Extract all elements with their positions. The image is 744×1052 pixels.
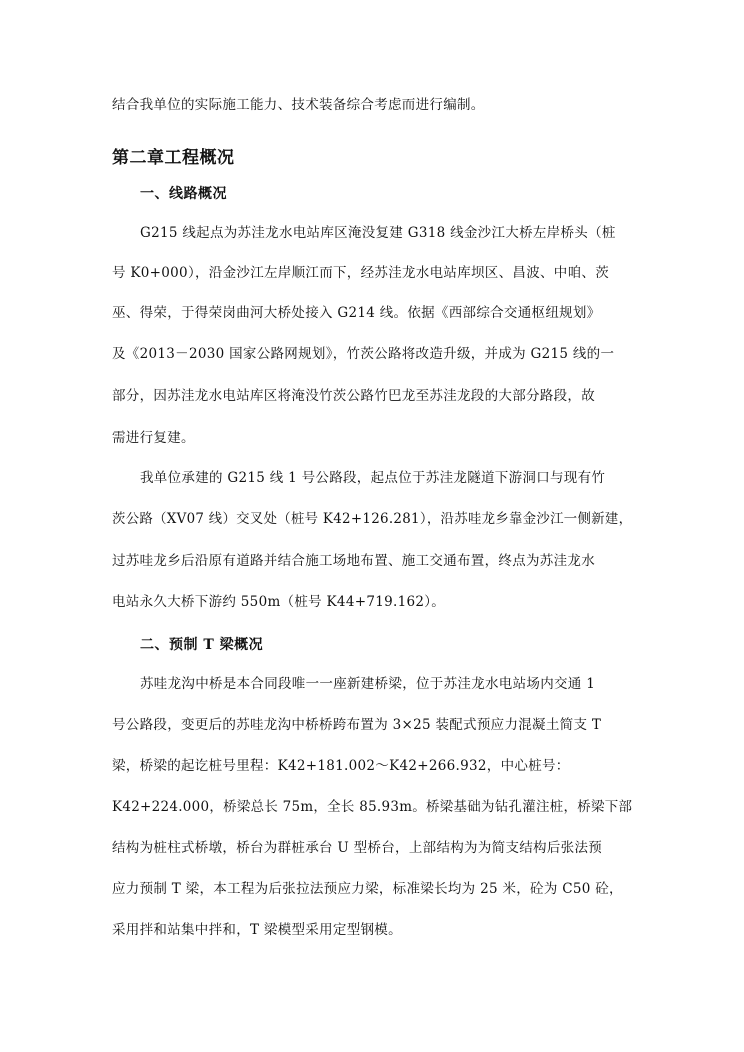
paragraph-line: K42+224.000，桥梁总长 75m，全长 85.93m。桥梁基础为钻孔灌注桩，桥梁下部 (112, 799, 633, 815)
paragraph-line: G215 线起点为苏洼龙水电站库区淹没复建 G318 线金沙江大桥左岸桥头（桩 (140, 225, 616, 241)
paragraph-line: 号 K0+000），沿金沙江左岸顺江而下，经苏洼龙水电站库坝区、昌波、中咱、茨 (112, 265, 609, 281)
paragraph-line: 电站永久大桥下游约 550m（桩号 K44+719.162）。 (112, 594, 446, 610)
section-heading-tbeam: 二、预制 T 梁概况 (140, 637, 264, 653)
chapter-title: 第二章工程概况 (112, 148, 235, 168)
paragraph-line: 部分，因苏洼龙水电站库区将淹没竹茨公路竹巴龙至苏洼龙段的大部分路段，故 (112, 388, 595, 404)
paragraph-line: 过苏哇龙乡后沿原有道路并结合施工场地布置、施工交通布置，终点为苏洼龙水 (112, 553, 595, 569)
paragraph-line: 应力预制 T 梁，本工程为后张拉法预应力梁，标准梁长均为 25 米，砼为 C50 砼， (112, 881, 623, 897)
paragraph-line: 梁，桥梁的起讫桩号里程：K42+181.002～K42+266.932，中心桩号： (112, 758, 570, 774)
paragraph-line: 及《2013－2030 国家公路网规划》，竹茨公路将改造升级，并成为 G215 线的一 (112, 346, 615, 362)
intro-line-1: 结合我单位的实际施工能力、技术装备综合考虑而进行编制。 (112, 97, 485, 113)
paragraph-line: 需进行复建。 (112, 430, 195, 446)
paragraph-line: 巫、得荣，于得荣岗曲河大桥处接入 G214 线。依据《西部综合交通枢纽规划》 (112, 305, 601, 321)
paragraph-line: 采用拌和站集中拌和，T 梁模型采用定型钢模。 (112, 922, 402, 938)
section-heading-route: 一、线路概况 (140, 186, 227, 202)
paragraph-line: 号公路段，变更后的苏哇龙沟中桥桥跨布置为 3×25 装配式预应力混凝土简支 T (112, 717, 602, 733)
paragraph-line: 我单位承建的 G215 线 1 号公路段，起点位于苏洼龙隧道下游洞口与现有竹 (140, 470, 606, 486)
paragraph-line: 苏哇龙沟中桥是本合同段唯一一座新建桥梁，位于苏洼龙水电站场内交通 1 (140, 676, 596, 692)
paragraph-line: 茨公路（XV07 线）交叉处（桩号 K42+126.281），沿苏哇龙乡靠金沙江一侧新建， (112, 511, 633, 527)
paragraph-line: 结构为桩柱式桥墩，桥台为群桩承台 U 型桥台，上部结构为为简支结构后张法预 (112, 840, 603, 856)
